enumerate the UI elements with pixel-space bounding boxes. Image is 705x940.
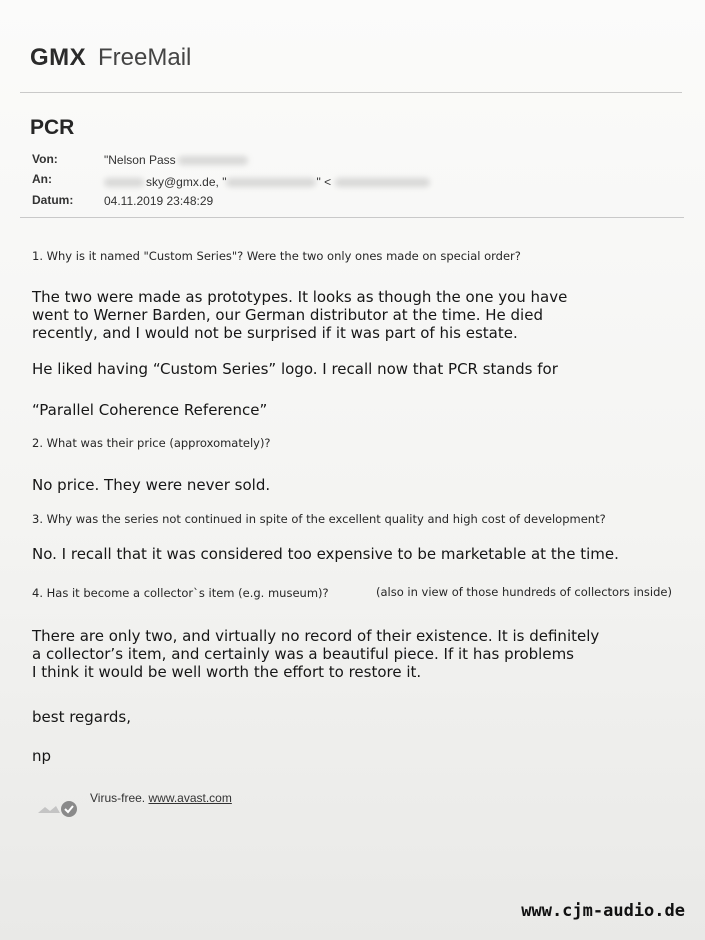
answer-2: No price. They were never sold. <box>32 476 271 494</box>
freemail-label: FreeMail <box>98 44 192 71</box>
answer-1-line: recently, and I would not be surprised if it was part of his estate. <box>32 324 518 342</box>
from-name: "Nelson Pass <box>104 153 176 167</box>
from-label: Von: <box>32 152 58 166</box>
to-label: An: <box>32 172 52 186</box>
answer-4-line: There are only two, and virtually no record of their existence. It is definitely <box>32 627 600 645</box>
date-label: Datum: <box>32 193 74 207</box>
closing: best regards, <box>32 708 132 726</box>
question-4: 4. Has it become a collector`s item (e.g. museum)? <box>32 586 329 600</box>
question-3: 3. Why was the series not continued in spite of the excellent quality and high cost of development? <box>32 512 606 526</box>
to-value <box>104 175 430 189</box>
answer-1b: He liked having “Custom Series” logo. I recall now that PCR stands for <box>32 360 558 378</box>
answer-4-line: a collector’s item, and certainly was a beautiful piece. If it has problems <box>32 645 574 663</box>
virus-free-label: Virus-free. <box>90 791 146 805</box>
header-bottom-divider <box>20 217 684 218</box>
question-1: 1. Why is it named "Custom Series"? Were the two only ones made on special order? <box>32 249 521 263</box>
signature: np <box>32 747 52 765</box>
redaction-blur <box>226 178 316 187</box>
question-4-aside: (also in view of those hundreds of collectors inside) <box>376 585 672 599</box>
redaction-blur <box>104 178 144 187</box>
redaction-blur <box>178 156 248 165</box>
avast-check-icon <box>38 798 78 818</box>
to-address-rest: " < <box>316 175 332 189</box>
watermark: www.cjm-audio.de <box>521 901 685 921</box>
answer-4-line: I think it would be well worth the effort to restore it. <box>32 663 422 681</box>
answer-4 <box>32 627 599 681</box>
virus-free-note <box>90 791 232 805</box>
question-2: 2. What was their price (approxomately)? <box>32 436 271 450</box>
from-value <box>104 153 248 167</box>
answer-1 <box>32 288 567 342</box>
date-value: 04.11.2019 23:48:29 <box>104 194 214 208</box>
answer-3: No. I recall that it was considered too expensive to be marketable at the time. <box>32 545 619 563</box>
header-divider <box>20 92 682 93</box>
redaction-blur <box>335 178 430 187</box>
answer-1-line: The two were made as prototypes. It looks as though the one you have <box>32 288 568 306</box>
answer-1c: “Parallel Coherence Reference” <box>32 401 268 419</box>
avast-link[interactable]: www.avast.com <box>148 791 232 805</box>
email-subject: PCR <box>30 116 75 139</box>
answer-1-line: went to Werner Barden, our German distributor at the time. He died <box>32 306 543 324</box>
gmx-logo: GMX <box>30 44 87 71</box>
to-address: sky@gmx.de, " <box>146 175 227 189</box>
